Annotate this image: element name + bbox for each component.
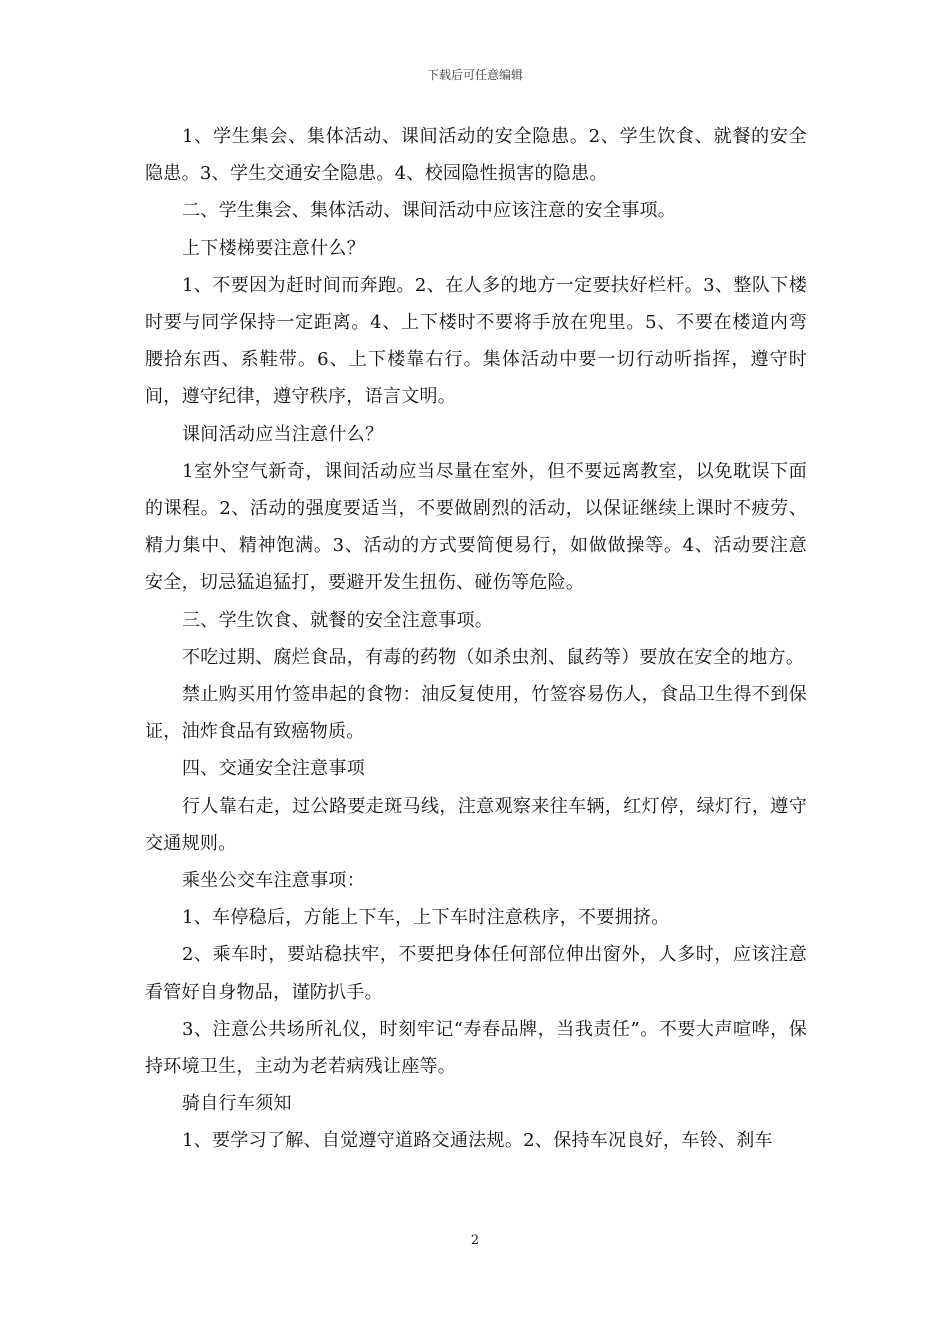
paragraph-bicycle-rules: 1、要学习了解、自觉遵守道路交通法规。2、保持车况良好，车铃、刹车 bbox=[182, 1130, 773, 1152]
page-header: 下载后可任意编辑 bbox=[426, 68, 523, 82]
paragraph-hazards-list: 1、学生集会、集体活动、课间活动的安全隐患。2、学生饮食、就餐的安全隐患。3、学生交通安全隐患。4、校园隐性损害的隐患。 bbox=[145, 126, 807, 185]
section-heading-3: 三、学生饮食、就餐的安全注意事项。 bbox=[182, 609, 494, 631]
paragraph-bus-3: 3、注意公共场所礼仪，时刻牢记“寿春品牌，当我责任”。不要大声喧哗，保持环境卫生，主动为老若病残让座等。 bbox=[145, 1018, 807, 1078]
document-body bbox=[145, 118, 807, 1160]
paragraph-recess-rules: 1室外空气新奇，课间活动应当尽量在室外，但不要远离教室，以免耽误下面的课程。2、活动的强度要适当，不要做剧烈的活动，以保证继续上课时不疲劳、精力集中、精神饱满。3、活动的方式要简便易行，如做做操等。4、活动要注意安全，切忌猛追猛打，要避开发生扭伤、碰伤等危险。 bbox=[145, 460, 807, 594]
paragraph-food-skewers: 禁止购买用竹签串起的食物：油反复使用，竹签容易伤人，食品卫生得不到保证，油炸食品有致癌物质。 bbox=[145, 684, 807, 743]
subheading-recess: 课间活动应当注意什么？ bbox=[182, 423, 384, 445]
paragraph-bus-1: 1、车停稳后，方能上下车，上下车时注意秩序，不要拥挤。 bbox=[182, 907, 670, 929]
section-heading-4: 四、交通安全注意事项 bbox=[182, 758, 365, 780]
paragraph-food-expired: 不吃过期、腐烂食品，有毒的药物（如杀虫剂、鼠药等）要放在安全的地方。 bbox=[182, 646, 805, 668]
paragraph-pedestrian: 行人靠右走，过公路要走斑马线，注意观察来往车辆，红灯停，绿灯行，遵守交通规则。 bbox=[145, 795, 807, 854]
page-number: 2 bbox=[470, 1233, 480, 1248]
paragraph-stairs-rules: 1、不要因为赶时间而奔跑。2、在人多的地方一定要扶好栏杆。3、整队下楼时要与同学保持一定距离。4、上下楼时不要将手放在兜里。5、不要在楼道内弯腰拾东西、系鞋带。6、上下楼靠右行。集体活动中要一切行动听指挥，遵守时间，遵守纪律，遵守秩序，语言文明。 bbox=[145, 274, 807, 408]
paragraph-bus-2: 2、乘车时，要站稳扶牢，不要把身体任何部位伸出窗外，人多时，应该注意看管好自身物品，谨防扒手。 bbox=[145, 944, 807, 1003]
subheading-bicycle: 骑自行车须知 bbox=[182, 1093, 292, 1115]
subheading-bus: 乘坐公交车注意事项： bbox=[182, 870, 365, 892]
section-heading-2: 二、学生集会、集体活动、课间活动中应该注意的安全事项。 bbox=[182, 200, 677, 222]
subheading-stairs: 上下楼梯要注意什么？ bbox=[182, 237, 365, 259]
